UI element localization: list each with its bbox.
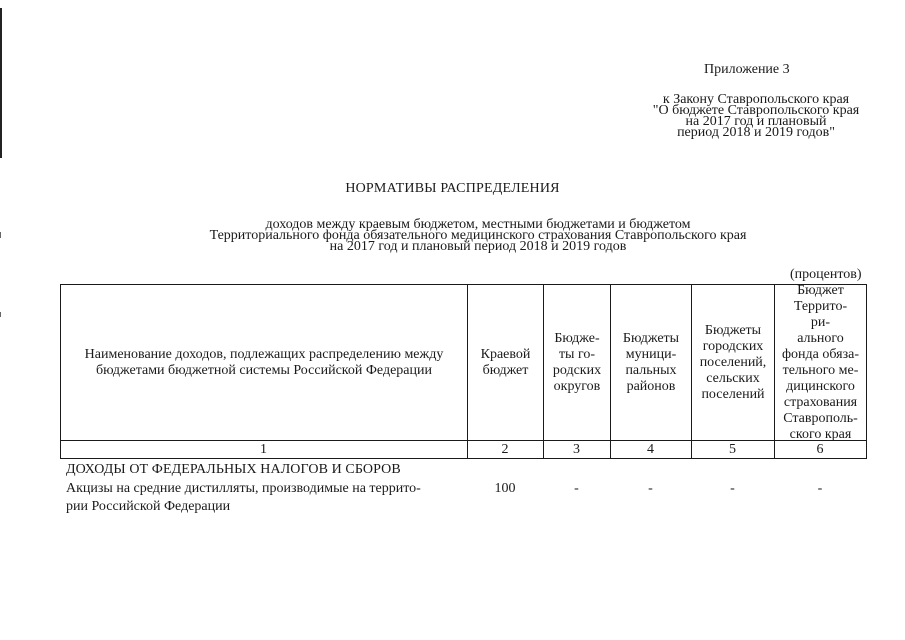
header-line: ского края (789, 427, 852, 442)
table-col-line (866, 284, 867, 459)
header-line: Бюджет (797, 283, 844, 298)
header-line: страхования (783, 395, 858, 410)
header-line: муници- (625, 347, 677, 362)
header-line: Наименование доходов, подлежащих распределению между (84, 347, 444, 362)
header-line: поселений (701, 387, 765, 402)
table-border-top (60, 284, 867, 285)
subtitle-line: доходов между краевым бюджетом, местными бюджетами и бюджетом (265, 217, 691, 232)
law-line: на 2017 год и плановый (685, 114, 827, 129)
header-line: Бюджеты (622, 331, 680, 346)
header-line: сельских (706, 371, 760, 386)
column-number: 1 (260, 442, 267, 457)
header-income-name (62, 286, 466, 440)
units-label: (процентов) (790, 267, 862, 282)
header-line: поселений, (699, 355, 767, 370)
row-value-regional: 100 (494, 481, 516, 496)
law-line: период 2018 и 2019 годов" (677, 125, 835, 140)
header-line: тельного ме- (782, 363, 859, 378)
table-row-name (66, 480, 462, 516)
header-line: бюджетами бюджетной системы Российской Федерации (96, 363, 432, 378)
scan-edge-mark (0, 8, 2, 158)
header-line: дицинского (786, 379, 855, 394)
table-col-line (60, 284, 61, 459)
header-line: округов (553, 379, 601, 394)
row-value-city-districts: - (574, 481, 579, 496)
header-line: бюджет (482, 363, 529, 378)
row-value-municipal-districts: - (648, 481, 653, 496)
subtitle-line: на 2017 год и плановый период 2018 и 2019 годов (329, 239, 627, 254)
header-line: ального (797, 331, 844, 346)
column-number: 5 (729, 442, 736, 457)
header-line: родских (552, 363, 602, 378)
law-line: "О бюджете Ставропольского края (652, 103, 860, 118)
header-health-insurance-fund (775, 283, 866, 442)
header-settlements (692, 286, 774, 440)
table-border-header (60, 440, 867, 441)
row-value-settlements: - (730, 481, 735, 496)
header-line: Террито- (793, 299, 848, 314)
document-subtitle (178, 219, 778, 252)
row-value-health-fund: - (817, 481, 823, 496)
appendix-label: Приложение 3 (704, 62, 790, 77)
header-line: районов (626, 379, 676, 394)
column-number: 3 (573, 442, 580, 457)
header-line: городских (702, 339, 764, 354)
table-border-numbers (60, 458, 867, 459)
header-line: Бюдже- (554, 331, 600, 346)
section-heading: ДОХОДЫ ОТ ФЕДЕРАЛЬНЫХ НАЛОГОВ И СБОРОВ (66, 462, 401, 477)
column-number: 4 (647, 442, 654, 457)
row-name-line: Акцизы на средние дистилляты, производимые на террито- (66, 481, 421, 496)
law-line: к Закону Ставропольского края (662, 92, 850, 107)
subtitle-line: Территориального фонда обязательного медицинского страхования Ставропольского края (209, 228, 747, 243)
header-line: пальных (625, 363, 677, 378)
header-line: ты го- (558, 347, 596, 362)
column-number: 6 (816, 442, 824, 457)
row-name-line: рии Российской Федерации (66, 499, 231, 514)
scan-edge-mark (0, 312, 1, 317)
header-line: Ставрополь- (783, 411, 858, 426)
document-title: НОРМАТИВЫ РАСПРЕДЕЛЕНИЯ (345, 181, 560, 196)
header-line: Бюджеты (704, 323, 762, 338)
header-line: фонда обяза- (781, 347, 860, 362)
scan-edge-mark (0, 232, 1, 238)
header-city-districts (544, 286, 610, 440)
header-line: Краевой (480, 347, 531, 362)
header-municipal-districts (611, 286, 691, 440)
header-regional-budget (468, 286, 543, 440)
header-line: ри- (810, 315, 831, 330)
column-number: 2 (501, 442, 509, 457)
law-reference (600, 94, 905, 138)
